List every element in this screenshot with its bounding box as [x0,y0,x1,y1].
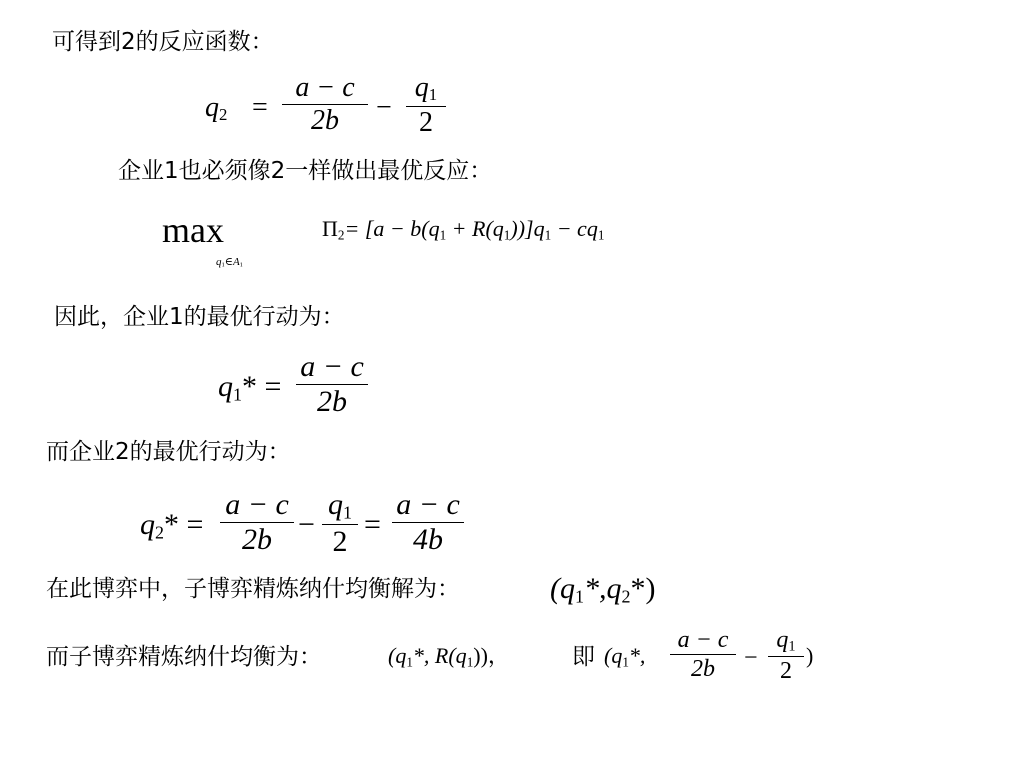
eq3-fraction: a − c 2b [296,352,368,417]
spne-outcome-open: ($q_1*$, [604,643,646,670]
text-line-firm1-optimal-response: 企业1也必须像2一样做出最优反应： [118,158,493,184]
eq4-fraction-q1-over-2: $q_1$ 2 [322,490,358,557]
eq4-equals: = [364,508,381,541]
text-line-firm1-optimal-action: 因此，企业1的最优行动为： [54,304,345,330]
spne-strategy-pair: ($q_1*$, $R(q_1)$)， [388,643,510,670]
spne-fraction-q1-over-2: $q_1$ 2 [768,628,804,683]
eq4-lhs: $q_2*$ = [140,508,204,543]
spne-ie-label: 即 [572,644,595,670]
eq4-fraction-a-minus-c-over-2b: a − c 2b [220,490,294,555]
eq4-minus: − [298,508,315,541]
spne-minus: − [744,645,758,671]
text-line-reaction-function-2: 可得到2的反应函数： [52,29,274,55]
spne-label: 而子博弈精炼纳什均衡为： [46,644,322,670]
spne-solution-label: 在此博弈中，子博弈精炼纳什均衡解为： [46,576,460,602]
eq1-lhs: $q_2$ [205,92,228,125]
text-line-firm2-optimal-action: 而企业2的最优行动为： [46,439,291,465]
eq1-fraction-a-minus-c-over-2b: a − c 2b [282,74,368,135]
eq3-lhs: $q_1*$ = [218,370,282,405]
eq2-max-subscript: $q_1\in A_1$ [216,256,243,269]
eq2-max-operator: max [162,210,224,250]
eq1-minus: − [376,92,392,123]
spne-solution-pair: $(q_1*,q_2*)$ [550,572,656,607]
eq2-profit-expression: $\Pi_2= [a - b(q_1 + R(q_1))]q_1 - cq_1$ [322,216,605,243]
eq1-fraction-q1-over-2: $q_1$ 2 [406,74,446,137]
spne-fraction-a-minus-c-over-2b: a − c 2b [670,628,736,681]
eq1-equals: = [252,92,268,123]
eq4-fraction-a-minus-c-over-4b: a − c 4b [392,490,464,555]
spne-outcome-close: ) [806,643,814,668]
